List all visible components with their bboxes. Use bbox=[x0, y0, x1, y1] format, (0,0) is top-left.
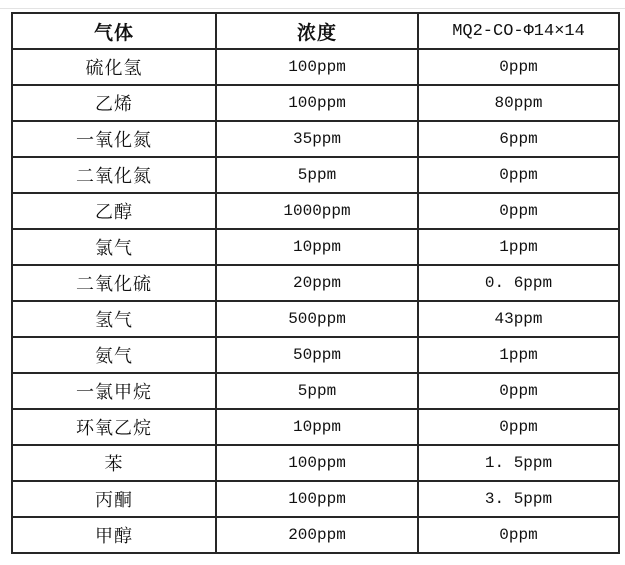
gas-cell: 环氧乙烷 bbox=[12, 409, 216, 445]
gas-sensitivity-table bbox=[11, 12, 620, 554]
table-row bbox=[12, 85, 619, 121]
gas-cell: 甲醇 bbox=[12, 517, 216, 553]
gas-cell: 二氧化硫 bbox=[12, 265, 216, 301]
header-sensor-model: MQ2-CO-Φ14×14 bbox=[418, 13, 619, 49]
concentration-cell: 10ppm bbox=[216, 229, 418, 265]
table-row bbox=[12, 301, 619, 337]
header-concentration: 浓度 bbox=[216, 13, 418, 49]
reading-cell: 0. 6ppm bbox=[418, 265, 619, 301]
reading-cell: 0ppm bbox=[418, 517, 619, 553]
concentration-cell: 100ppm bbox=[216, 49, 418, 85]
concentration-cell: 100ppm bbox=[216, 481, 418, 517]
gas-cell: 一氯甲烷 bbox=[12, 373, 216, 409]
concentration-cell: 35ppm bbox=[216, 121, 418, 157]
concentration-cell: 100ppm bbox=[216, 445, 418, 481]
gas-cell: 氯气 bbox=[12, 229, 216, 265]
table-row bbox=[12, 229, 619, 265]
reading-cell: 80ppm bbox=[418, 85, 619, 121]
table-row bbox=[12, 49, 619, 85]
concentration-cell: 1000ppm bbox=[216, 193, 418, 229]
reading-cell: 0ppm bbox=[418, 157, 619, 193]
concentration-cell: 20ppm bbox=[216, 265, 418, 301]
table-row bbox=[12, 409, 619, 445]
gas-cell: 硫化氢 bbox=[12, 49, 216, 85]
concentration-cell: 10ppm bbox=[216, 409, 418, 445]
table-row bbox=[12, 121, 619, 157]
table-header-row bbox=[12, 13, 619, 49]
gas-cell: 乙烯 bbox=[12, 85, 216, 121]
gas-cell: 一氧化氮 bbox=[12, 121, 216, 157]
table-row bbox=[12, 445, 619, 481]
header-gas: 气体 bbox=[12, 13, 216, 49]
reading-cell: 43ppm bbox=[418, 301, 619, 337]
page-edge-line bbox=[0, 8, 625, 9]
concentration-cell: 5ppm bbox=[216, 373, 418, 409]
concentration-cell: 50ppm bbox=[216, 337, 418, 373]
reading-cell: 0ppm bbox=[418, 373, 619, 409]
gas-cell: 丙酮 bbox=[12, 481, 216, 517]
concentration-cell: 200ppm bbox=[216, 517, 418, 553]
gas-cell: 二氧化氮 bbox=[12, 157, 216, 193]
concentration-cell: 100ppm bbox=[216, 85, 418, 121]
table-row bbox=[12, 337, 619, 373]
reading-cell: 0ppm bbox=[418, 193, 619, 229]
table-row bbox=[12, 157, 619, 193]
reading-cell: 1ppm bbox=[418, 229, 619, 265]
table-row bbox=[12, 517, 619, 553]
reading-cell: 6ppm bbox=[418, 121, 619, 157]
gas-cell: 氢气 bbox=[12, 301, 216, 337]
reading-cell: 1. 5ppm bbox=[418, 445, 619, 481]
table-body bbox=[12, 49, 619, 553]
table-row bbox=[12, 373, 619, 409]
reading-cell: 0ppm bbox=[418, 409, 619, 445]
concentration-cell: 500ppm bbox=[216, 301, 418, 337]
gas-cell: 氨气 bbox=[12, 337, 216, 373]
table-row bbox=[12, 193, 619, 229]
gas-cell: 苯 bbox=[12, 445, 216, 481]
reading-cell: 3. 5ppm bbox=[418, 481, 619, 517]
table-row bbox=[12, 265, 619, 301]
reading-cell: 1ppm bbox=[418, 337, 619, 373]
concentration-cell: 5ppm bbox=[216, 157, 418, 193]
reading-cell: 0ppm bbox=[418, 49, 619, 85]
table-row bbox=[12, 481, 619, 517]
gas-cell: 乙醇 bbox=[12, 193, 216, 229]
